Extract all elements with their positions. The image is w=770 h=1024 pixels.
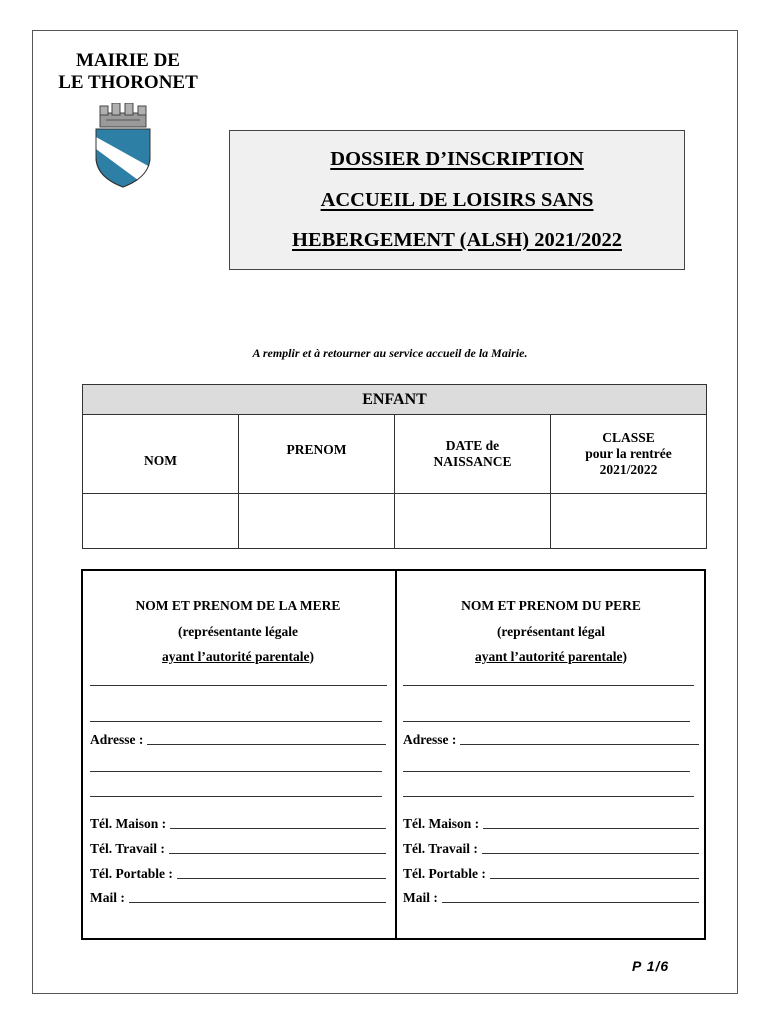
- pere-name-line-2[interactable]: [403, 721, 690, 722]
- pere-subtitle-2: [403, 649, 699, 665]
- pere-adresse-line-2[interactable]: [403, 771, 690, 772]
- pere-tel-portable-line[interactable]: [490, 878, 699, 879]
- mere-mail-label: Mail :: [90, 890, 125, 905]
- title-line-2: ACCUEIL DE LOISIRS SANS: [320, 189, 594, 211]
- mere-tel-portable-line[interactable]: [177, 878, 386, 879]
- pere-tel-portable-label: Tél. Portable :: [403, 866, 486, 881]
- page-number: P 1/6: [632, 958, 670, 974]
- input-cell-classe[interactable]: [551, 494, 707, 549]
- mere-title: NOM ET PRENOM DE LA MERE: [135, 598, 341, 613]
- pere-column: [403, 571, 699, 938]
- pere-subtitle-1: (représentant légal: [496, 624, 606, 639]
- input-cell-prenom[interactable]: [239, 494, 395, 549]
- town-crest-logo: [92, 103, 156, 189]
- pere-subtitle-2-close: ): [622, 649, 627, 664]
- mere-name-line-1[interactable]: [90, 685, 387, 686]
- pere-title: NOM ET PRENOM DU PERE: [461, 598, 641, 613]
- pere-adresse-line[interactable]: [460, 744, 699, 745]
- mairie-line-2: LE THORONET: [58, 72, 198, 93]
- title-box: [229, 130, 685, 270]
- pere-mail-label: Mail :: [403, 890, 438, 905]
- pere-tel-travail-field[interactable]: [403, 841, 699, 857]
- column-divider: [395, 571, 397, 938]
- column-prenom: [239, 415, 395, 494]
- column-nom: [83, 415, 239, 494]
- enfant-table: [82, 384, 707, 549]
- column-date-naissance: [395, 415, 551, 494]
- mere-tel-maison-field[interactable]: [90, 816, 386, 832]
- pere-mail-line[interactable]: [442, 902, 699, 903]
- pere-adresse-label: Adresse :: [403, 732, 457, 747]
- instruction-text: A remplir et à retourner au service accueil de la Mairie.: [252, 346, 528, 360]
- pere-adresse-line-3[interactable]: [403, 796, 694, 797]
- mere-adresse-label: Adresse :: [90, 732, 144, 747]
- column-classe-label-3: 2021/2022: [599, 462, 658, 477]
- mere-subtitle-1: (représentante légale: [177, 624, 299, 639]
- mere-tel-travail-line[interactable]: [169, 853, 386, 854]
- mairie-heading: [48, 50, 208, 94]
- mere-adresse-field[interactable]: [90, 732, 386, 748]
- mere-subtitle-2: [90, 649, 386, 665]
- pere-name-line-1[interactable]: [403, 685, 694, 686]
- mere-adresse-line-2[interactable]: [90, 771, 382, 772]
- mere-mail-line[interactable]: [129, 902, 386, 903]
- mere-name-line-2[interactable]: [90, 721, 382, 722]
- mere-adresse-line-3[interactable]: [90, 796, 382, 797]
- title-line-3: HEBERGEMENT (ALSH) 2021/2022: [292, 229, 622, 251]
- title-line-1: DOSSIER D’INSCRIPTION: [330, 148, 584, 170]
- column-date-label-2: NAISSANCE: [433, 454, 512, 469]
- pere-tel-travail-line[interactable]: [482, 853, 699, 854]
- pere-tel-maison-label: Tél. Maison :: [403, 816, 480, 831]
- mere-adresse-line[interactable]: [147, 744, 386, 745]
- input-cell-nom[interactable]: [83, 494, 239, 549]
- pere-tel-maison-line[interactable]: [483, 828, 699, 829]
- column-classe-label-1: CLASSE: [602, 430, 655, 445]
- enfant-heading: ENFANT: [83, 385, 707, 415]
- column-date-label-1: DATE de: [445, 438, 500, 453]
- column-prenom-label: PRENOM: [286, 442, 347, 457]
- input-cell-date-naissance[interactable]: [395, 494, 551, 549]
- column-classe-label-2: pour la rentrée: [585, 446, 672, 461]
- pere-tel-maison-field[interactable]: [403, 816, 699, 832]
- mairie-line-1: MAIRIE DE: [76, 50, 180, 71]
- mere-subtitle-2-underlined: ayant l’autorité parentale: [162, 649, 310, 664]
- mere-column: [90, 571, 386, 938]
- pere-tel-portable-field[interactable]: [403, 866, 699, 882]
- pere-tel-travail-label: Tél. Travail :: [403, 841, 478, 856]
- mere-mail-field[interactable]: [90, 890, 386, 906]
- mere-tel-portable-label: Tél. Portable :: [90, 866, 173, 881]
- parents-section: [81, 569, 706, 940]
- column-classe: [551, 415, 707, 494]
- mere-tel-portable-field[interactable]: [90, 866, 386, 882]
- pere-subtitle-2-underlined: ayant l’autorité parentale: [475, 649, 623, 664]
- mere-tel-maison-label: Tél. Maison :: [90, 816, 167, 831]
- mere-tel-maison-line[interactable]: [170, 828, 386, 829]
- pere-mail-field[interactable]: [403, 890, 699, 906]
- mere-tel-travail-label: Tél. Travail :: [90, 841, 165, 856]
- mere-subtitle-2-close: ): [309, 649, 314, 664]
- pere-adresse-field[interactable]: [403, 732, 699, 748]
- mere-tel-travail-field[interactable]: [90, 841, 386, 857]
- column-nom-label: NOM: [144, 453, 177, 468]
